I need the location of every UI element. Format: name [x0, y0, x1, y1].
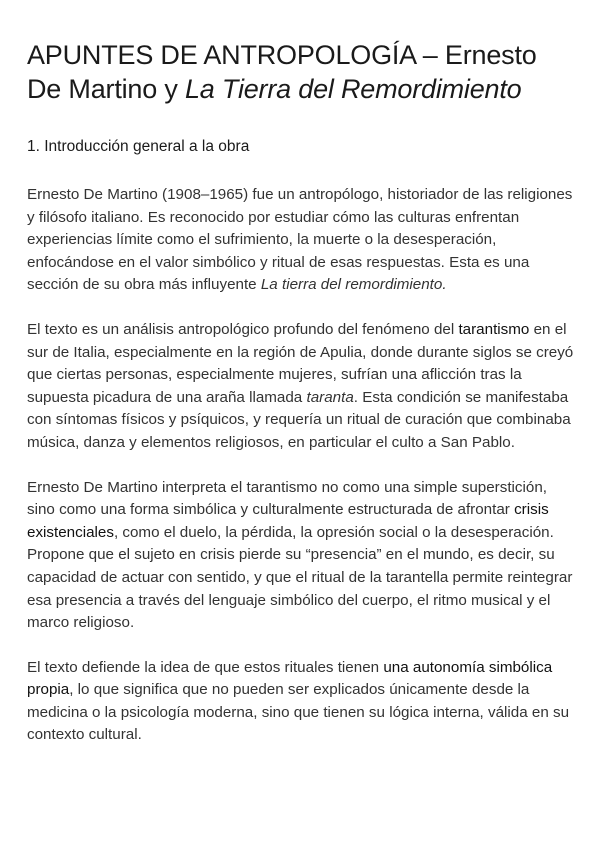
paragraph-2-italic-term: taranta: [306, 388, 354, 406]
title-italic-book: La Tierra del Remordimiento: [184, 74, 522, 104]
paragraph-4-text-b: , lo que significa que no pueden ser explicados únicamente desde la medicina o la psicología moderna, sino que tienen su lógica interna, válida en su contexto cultural.: [27, 681, 570, 744]
document-page: [27, 38, 575, 747]
title-text: APUNTES DE ANTROPOLOGÍA – Ernesto De Martino y: [27, 40, 537, 104]
paragraph-1-italic: La tierra del remordimiento.: [260, 276, 447, 294]
paragraph-4-text-a: El texto defiende la idea de que estos rituales tienen: [27, 658, 384, 676]
paragraph-3-text-a: Ernesto De Martino interpreta el tarantismo no como una simple superstición, sino como una forma simbólica y culturalmente estructurada de afrontar: [27, 478, 547, 519]
paragraph-3-bold-term: crisis existenciales: [27, 501, 549, 541]
paragraph-3-text-b: , como el duelo, la pérdida, la opresión social o la desesperación. Propone que el sujeto en crisis pierde su “presencia” en el mundo, es decir, su capacidad de actuar con sentido, y que el ritual de la tarantella permite reintegrar esa presencia a través del lenguaje simbólico del cuerpo, el ritmo musical y el marco religioso.: [27, 523, 573, 632]
paragraph-2-bold-term: tarantismo: [458, 320, 530, 338]
paragraph-2-text-c: . Esta condición se manifestaba con síntomas físicos y psíquicos, y requería un ritual de curación que combinaba música, danza y elementos religiosos, en particular el culto a San Pablo.: [27, 388, 571, 451]
paragraph-2: [27, 319, 575, 455]
paragraph-1-text: Ernesto De Martino (1908–1965) fue un antropólogo, historiador de las religiones y filósofo italiano. Es reconocido por estudiar cómo las culturas enfrentan experiencias límite como el sufrimiento, la muerte o la desesperación, enfocándose en el valor simbólico y ritual de esas respuestas. Esta es una sección de su obra más influyente: [27, 186, 573, 294]
paragraph-1: [27, 184, 575, 297]
document-title: [27, 38, 575, 106]
paragraph-4: [27, 657, 575, 747]
paragraph-4-bold-term: una autonomía simbólica propia: [27, 658, 553, 699]
section-heading: 1. Introducción general a la obra: [27, 138, 250, 155]
paragraph-2-text-b: en el sur de Italia, especialmente en la región de Apulia, donde durante siglos se creyó que ciertas personas, especialmente mujeres, sufrían una aflicción tras la supuesta picadura de una araña llamada: [27, 320, 574, 406]
paragraph-3: [27, 477, 575, 635]
paragraph-2-text-a: El texto es un análisis antropológico profundo del fenómeno del: [27, 320, 459, 338]
